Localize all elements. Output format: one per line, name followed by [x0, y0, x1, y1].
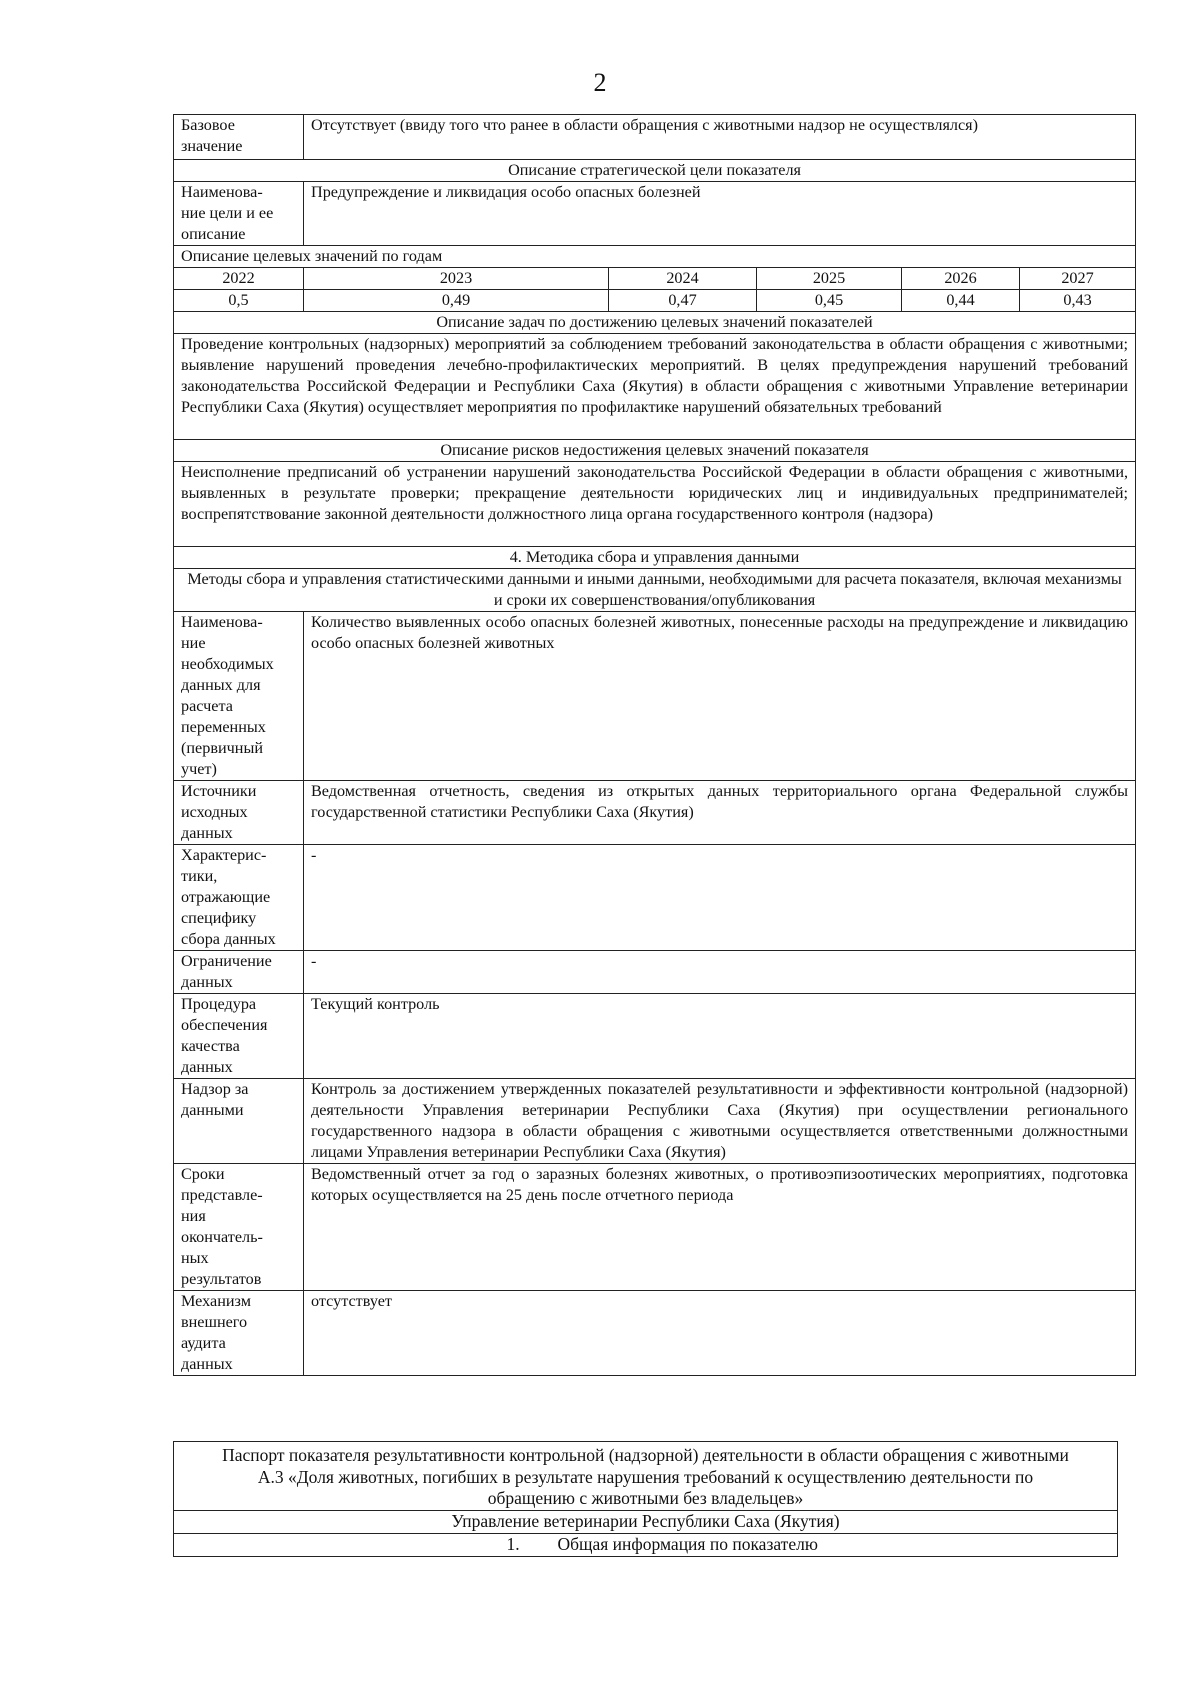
goal-name-row	[174, 182, 1136, 246]
data-row-value: -	[304, 845, 1136, 951]
data-row-label: Процедура обеспечения качества данных	[174, 994, 304, 1079]
year-value-cell: 0,45	[757, 290, 902, 312]
year-cell: 2022	[174, 268, 304, 290]
data-row-value: Контроль за достижением утвержденных показателей результативности и эффективности контрольной (надзорной) деятельности Управления ветеринарии Республики Саха (Якутия) при осуществлении регионального государственного надзора в области обращения с животными осуществляется ответственными должностными лицами Управления ветеринарии Республики Саха (Якутия)	[304, 1079, 1136, 1164]
passport-title: Паспорт показателя результативности контрольной (надзорной) деятельности в области обращения с животными А.3 «Доля животных, погибших в результате нарушения требований к осуществлению деятельности по обращению с животными без владельцев»	[174, 1442, 1118, 1511]
data-row-label: Источники исходных данных	[174, 781, 304, 845]
base-value-label: Базовое значение	[174, 115, 304, 160]
page-number: 2	[593, 68, 607, 97]
passport-agency: Управление ветеринарии Республики Саха (Якутия)	[174, 1510, 1118, 1533]
section-4-header: 4. Методика сбора и управления данными	[174, 547, 1136, 569]
tasks-text: Проведение контрольных (надзорных) мероприятий за соблюдением требований законодательства в области обращения с животными; выявление нарушений проведения лечебно-профилактических мероприятий. В целях предупреждения нарушений требований законодательства Российской Федерации и Республики Саха (Якутия) в области обращения с животными Управление ветеринарии Республики Саха (Якутия) осуществляет мероприятия по профилактике нарушений обязательных требований	[174, 334, 1136, 440]
year-value-cell: 0,49	[304, 290, 609, 312]
section-number: 1.	[506, 1533, 520, 1554]
data-row-label: Механизм внешнего аудита данных	[174, 1291, 304, 1376]
year-cell: 2025	[757, 268, 902, 290]
year-values-row	[174, 290, 1136, 312]
data-row	[174, 1079, 1136, 1164]
data-row	[174, 612, 1136, 781]
year-value-cell: 0,5	[174, 290, 304, 312]
year-cell: 2023	[304, 268, 609, 290]
methods-header: Методы сбора и управления статистическими данными и иными данными, необходимыми для расчета показателя, включая механизмы и сроки их совершенствования/опубликования	[174, 569, 1136, 612]
year-value-cell: 0,44	[902, 290, 1020, 312]
risks-text: Неисполнение предписаний об устранении нарушений законодательства Российской Федерации в области обращения с животными, выявленных в результате проверки; прекращение деятельности юридических лиц и индивидуальных предпринимателей; воспрепятствование законной деятельности должностного лица органа государственного контроля (надзора)	[174, 462, 1136, 547]
data-row-value: Ведомственный отчет за год о заразных болезнях животных, о противоэпизоотических мероприятиях, подготовка которых осуществляется на 25 день после отчетного периода	[304, 1164, 1136, 1291]
year-value-cell: 0,47	[609, 290, 757, 312]
indicator-table	[173, 114, 1136, 1376]
passport-section-1-header	[174, 1533, 1118, 1556]
data-row-label: Характерис- тики, отражающие специфику сбора данных	[174, 845, 304, 951]
data-row-label: Надзор за данными	[174, 1079, 304, 1164]
tasks-header: Описание задач по достижению целевых значений показателей	[174, 312, 1136, 334]
data-row-label: Ограничение данных	[174, 951, 304, 994]
data-row-value: -	[304, 951, 1136, 994]
risks-header: Описание рисков недостижения целевых значений показателя	[174, 440, 1136, 462]
data-row-value: Ведомственная отчетность, сведения из открытых данных территориального органа Федеральной службы государственной статистики Республики Саха (Якутия)	[304, 781, 1136, 845]
data-row	[174, 1291, 1136, 1376]
data-row-value: Количество выявленных особо опасных болезней животных, понесенные расходы на предупреждение и ликвидацию особо опасных болезней животных	[304, 612, 1136, 781]
years-row	[174, 268, 1136, 290]
year-cell: 2024	[609, 268, 757, 290]
base-value-text: Отсутствует (ввиду того что ранее в области обращения с животными надзор не осуществлялся)	[304, 115, 1136, 160]
data-row	[174, 994, 1136, 1079]
data-row	[174, 1164, 1136, 1291]
data-row	[174, 781, 1136, 845]
goal-name-text: Предупреждение и ликвидация особо опасных болезней	[304, 182, 1136, 246]
data-row-label: Наименова- ние необходимых данных для расчета переменных (первичный учет)	[174, 612, 304, 781]
data-row	[174, 845, 1136, 951]
goal-name-label: Наименова- ние цели и ее описание	[174, 182, 304, 246]
year-value-cell: 0,43	[1020, 290, 1136, 312]
strategic-goal-header: Описание стратегической цели показателя	[174, 160, 1136, 182]
target-values-header: Описание целевых значений по годам	[174, 246, 1136, 268]
data-row	[174, 951, 1136, 994]
year-cell: 2027	[1020, 268, 1136, 290]
section-title: Общая информация по показателю	[557, 1533, 818, 1554]
data-row-label: Сроки представле- ния окончатель- ных результатов	[174, 1164, 304, 1291]
data-row-value: Текущий контроль	[304, 994, 1136, 1079]
year-cell: 2026	[902, 268, 1020, 290]
passport-table	[173, 1441, 1118, 1557]
data-row-value: отсутствует	[304, 1291, 1136, 1376]
base-value-row	[174, 115, 1136, 160]
